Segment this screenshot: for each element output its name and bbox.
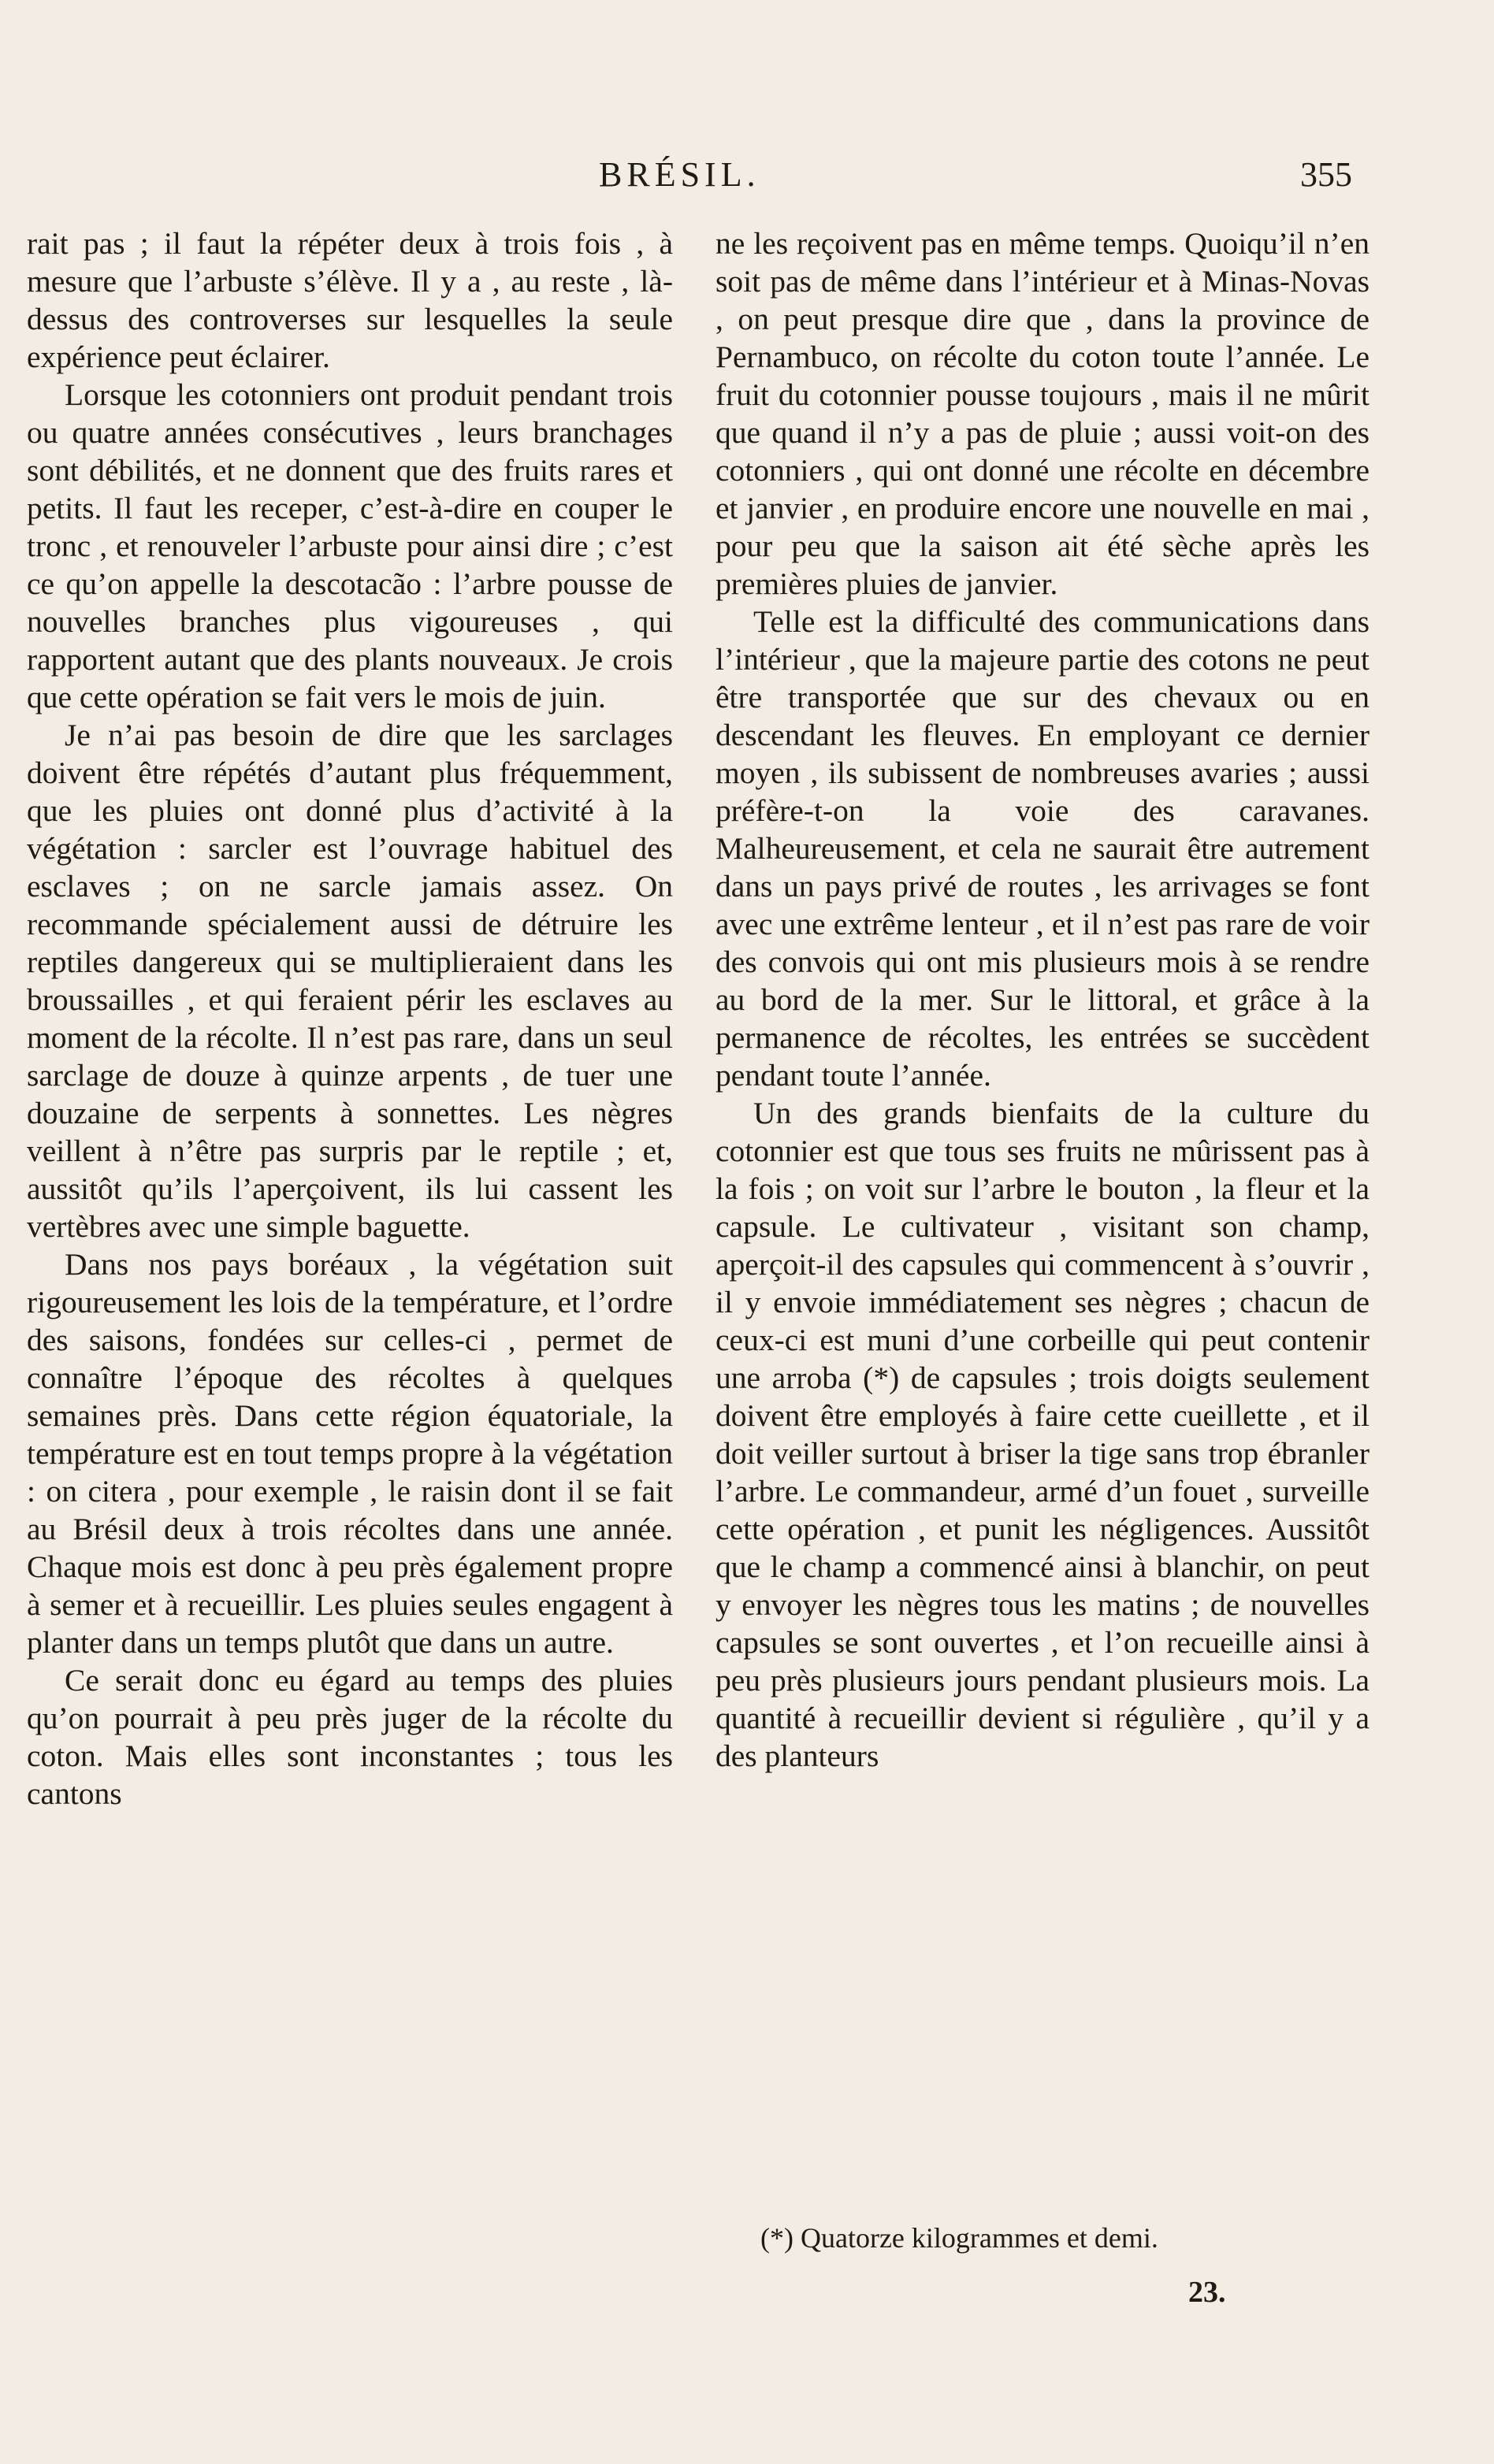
right-column bbox=[715, 225, 1370, 1775]
paragraph: rait pas ; il faut la répéter deux à trois fois , à mesure que l’arbuste s’élève. Il y a , au reste , là-dessus des controverses sur lesquelles la seule expérience peut éclairer. bbox=[27, 226, 673, 374]
running-head bbox=[0, 154, 1494, 202]
paragraph: Je n’ai pas besoin de dire que les sarclages doivent être répétés d’autant plus fréquemment, que les pluies ont donné plus d’activité à la végétation : sarcler est l’ouvrage habituel des esclaves ; on ne sarcle jamais assez. On recommande spécialement aussi de détruire les reptiles dangereux qui se multiplieraient dans les broussailles , et qui feraient périr les esclaves au moment de la récolte. Il n’est pas rare, dans un seul sarclage de douze à quinze arpents , de tuer une douzaine de serpents à sonnettes. Les nègres veillent à n’être pas surpris par le reptile ; et, aussitôt qu’ils l’aperçoivent, ils lui cassent les vertèbres avec une simple baguette. bbox=[27, 718, 673, 1244]
running-title: BRÉSIL. bbox=[599, 155, 760, 194]
footnote: (*) Quatorze kilogrammes et demi. bbox=[760, 2222, 1158, 2254]
paragraph: Dans nos pays boréaux , la végétation suit rigoureusement les lois de la température, et l’ordre des saisons, fondées sur celles-ci , permet de connaître l’époque des récoltes à quelques semaines près. Dans cette région équatoriale, la température est en tout temps propre à la végétation : on citera , pour exemple , le raisin dont il se fait au Brésil deux à trois récoltes dans une année. Chaque mois est donc à peu près également propre à semer et à recueillir. Les pluies seules engagent à planter dans un temps plutôt que dans un autre. bbox=[27, 1247, 673, 1660]
paragraph: Ce serait donc eu égard au temps des pluies qu’on pourrait à peu près juger de la récolte du coton. Mais elles sont inconstantes ; tous les cantons bbox=[27, 1663, 673, 1811]
left-column bbox=[27, 225, 673, 1813]
paragraph: ne les reçoivent pas en même temps. Quoiqu’il n’en soit pas de même dans l’intérieur et à Minas-Novas , on peut presque dire que , dans la province de Pernambuco, on récolte du coton toute l’année. Le fruit du cotonnier pousse toujours , mais il ne mûrit que quand il n’y a pas de pluie ; aussi voit-on des cotonniers , qui ont donné une récolte en décembre et janvier , en produire encore une nouvelle en mai , pour peu que la saison ait été sèche après les premières pluies de janvier. bbox=[715, 226, 1370, 601]
paragraph: Lorsque les cotonniers ont produit pendant trois ou quatre années consécutives , leurs branchages sont débilités, et ne donnent que des fruits rares et petits. Il faut les receper, c’est-à-dire en couper le tronc , et renouveler l’arbuste pour ainsi dire ; c’est ce qu’on appelle la descotacão : l’arbre pousse de nouvelles branches plus vigoureuses , qui rapportent autant que des plants nouveaux. Je crois que cette opération se fait vers le mois de juin. bbox=[27, 377, 673, 714]
paragraph: Un des grands bienfaits de la culture du cotonnier est que tous ses fruits ne mûrissent pas à la fois ; on voit sur l’arbre le bouton , la fleur et la capsule. Le cultivateur , visitant son champ, aperçoit-il des capsules qui commencent à s’ouvrir , il y envoie immédiatement ses nègres ; chacun de ceux-ci est muni d’une corbeille qui peut contenir une arroba (*) de capsules ; trois doigts seulement doivent être employés à faire cette cueillette , et il doit veiller surtout à briser la tige sans trop ébranler l’arbre. Le commandeur, armé d’un fouet , surveille cette opération , et punit les négligences. Aussitôt que le champ a commencé ainsi à blanchir, on peut y envoyer les nègres tous les matins ; de nouvelles capsules se sont ouvertes , et l’on recueille ainsi à peu près plusieurs jours pendant plusieurs mois. La quantité à recueillir devient si régulière , qu’il y a des planteurs bbox=[715, 1096, 1370, 1773]
page-number: 355 bbox=[1300, 155, 1352, 194]
signature-mark: 23. bbox=[1188, 2276, 1226, 2309]
paragraph: Telle est la difficulté des communications dans l’intérieur , que la majeure partie des cotons ne peut être transportée que sur des chevaux ou en descendant les fleuves. En employant ce dernier moyen , ils subissent de nombreuses avaries ; aussi préfère-t-on la voie des caravanes. Malheureusement, et cela ne saurait être autrement dans un pays privé de routes , les arrivages se font avec une extrême lenteur , et il n’est pas rare de voir des convois qui ont mis plusieurs mois à se rendre au bord de la mer. Sur le littoral, et grâce à la permanence de récoltes, les entrées se succèdent pendant toute l’année. bbox=[715, 604, 1370, 1093]
